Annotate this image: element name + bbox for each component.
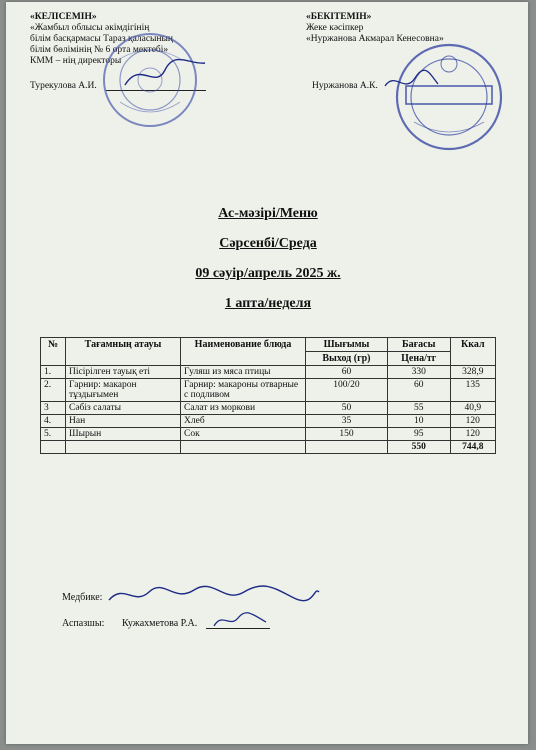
cell-no: 5. — [41, 428, 66, 441]
cell-kcal: 120 — [450, 428, 495, 441]
cell-price: 55 — [387, 402, 450, 415]
nurse-label: Медбике: — [62, 592, 103, 603]
right-handwritten-signature — [380, 66, 440, 96]
cell-name-kz: Гарнир: макарон тұздығымен — [66, 379, 181, 402]
cell-name-ru: Гарнир: макароны отварные с подливом — [181, 379, 306, 402]
col-header-name-kz: Тағамның атауы — [66, 338, 181, 366]
table-row — [41, 379, 496, 402]
cell-no: 4. — [41, 415, 66, 428]
cell-price: 330 — [387, 366, 450, 379]
menu-table — [40, 337, 496, 454]
cell-name-ru: Салат из моркови — [181, 402, 306, 415]
cell-name-kz: Сәбіз салаты — [66, 402, 181, 415]
cell-name-ru: Сок — [181, 428, 306, 441]
cell-yield: 50 — [306, 402, 388, 415]
cell-price: 95 — [387, 428, 450, 441]
cell-yield: 150 — [306, 428, 388, 441]
cell-name-kz: Пісірілген тауық еті — [66, 366, 181, 379]
total-price: 550 — [387, 441, 450, 454]
cell-price: 10 — [387, 415, 450, 428]
cell-name-kz: Шырын — [66, 428, 181, 441]
table-row — [41, 428, 496, 441]
table-row — [41, 366, 496, 379]
cell-name-kz: Нан — [66, 415, 181, 428]
cell-name-ru: Хлеб — [181, 415, 306, 428]
left-handwritten-signature — [120, 55, 210, 95]
right-line-2: «Нуржанова Акмарал Кенесовна» — [306, 34, 444, 44]
title-day: Сәрсенбі/Среда — [219, 236, 317, 251]
col-header-price: Бағасы — [387, 338, 450, 352]
table-total-row — [41, 441, 496, 454]
table-row — [41, 415, 496, 428]
cell-yield: 35 — [306, 415, 388, 428]
cell-kcal: 135 — [450, 379, 495, 402]
right-signer: Нуржанова А.К. — [312, 81, 378, 91]
right-line-1: Жеке кәсіпкер — [306, 23, 364, 33]
cook-name: Кужахметова Р.А. — [122, 618, 198, 629]
left-line-1: «Жамбыл облысы әкімдігінің — [30, 23, 150, 33]
cell-kcal: 328,9 — [450, 366, 495, 379]
title-week: 1 апта/неделя — [224, 296, 312, 311]
col-header-yield: Шығымы — [306, 338, 388, 352]
cell-yield: 100/20 — [306, 379, 388, 402]
cell-name-ru: Гуляш из мяса птицы — [181, 366, 306, 379]
cell-kcal: 40,9 — [450, 402, 495, 415]
cell-kcal: 120 — [450, 415, 495, 428]
left-signer: Турекулова А.И. — [30, 81, 97, 91]
cell-no: 1. — [41, 366, 66, 379]
col-header-price-sub: Цена/тг — [387, 352, 450, 366]
col-header-no: № — [41, 338, 66, 366]
heading-approve: «БЕКІТЕМІН» — [306, 12, 372, 22]
col-header-yield-sub: Выход (гр) — [306, 352, 388, 366]
cook-signature — [210, 608, 270, 632]
heading-agree: «КЕЛІСЕМІН» — [30, 12, 97, 22]
cook-label: Аспазшы: — [62, 618, 105, 629]
table-header-row — [41, 338, 496, 352]
left-line-2: білім басқармасы Тараз қаласының — [30, 34, 173, 44]
cell-yield: 60 — [306, 366, 388, 379]
approval-block-right — [306, 12, 506, 45]
table-row — [41, 402, 496, 415]
col-header-kcal: Ккал — [450, 338, 495, 366]
entrepreneur-stamp-icon — [394, 42, 504, 152]
cell-no: 3 — [41, 402, 66, 415]
col-header-name-ru: Наименование блюда — [181, 338, 306, 366]
cell-no: 2. — [41, 379, 66, 402]
cell-price: 60 — [387, 379, 450, 402]
total-kcal: 744,8 — [450, 441, 495, 454]
title-date: 09 сәуір/апрель 2025 ж. — [195, 266, 341, 281]
left-line-3: білім бөлімінің № 6 орта мектебі» — [30, 45, 169, 55]
left-line-4: КММ – нің директоры — [30, 56, 122, 66]
title-menu: Ас-мәзірі/Меню — [218, 206, 318, 221]
